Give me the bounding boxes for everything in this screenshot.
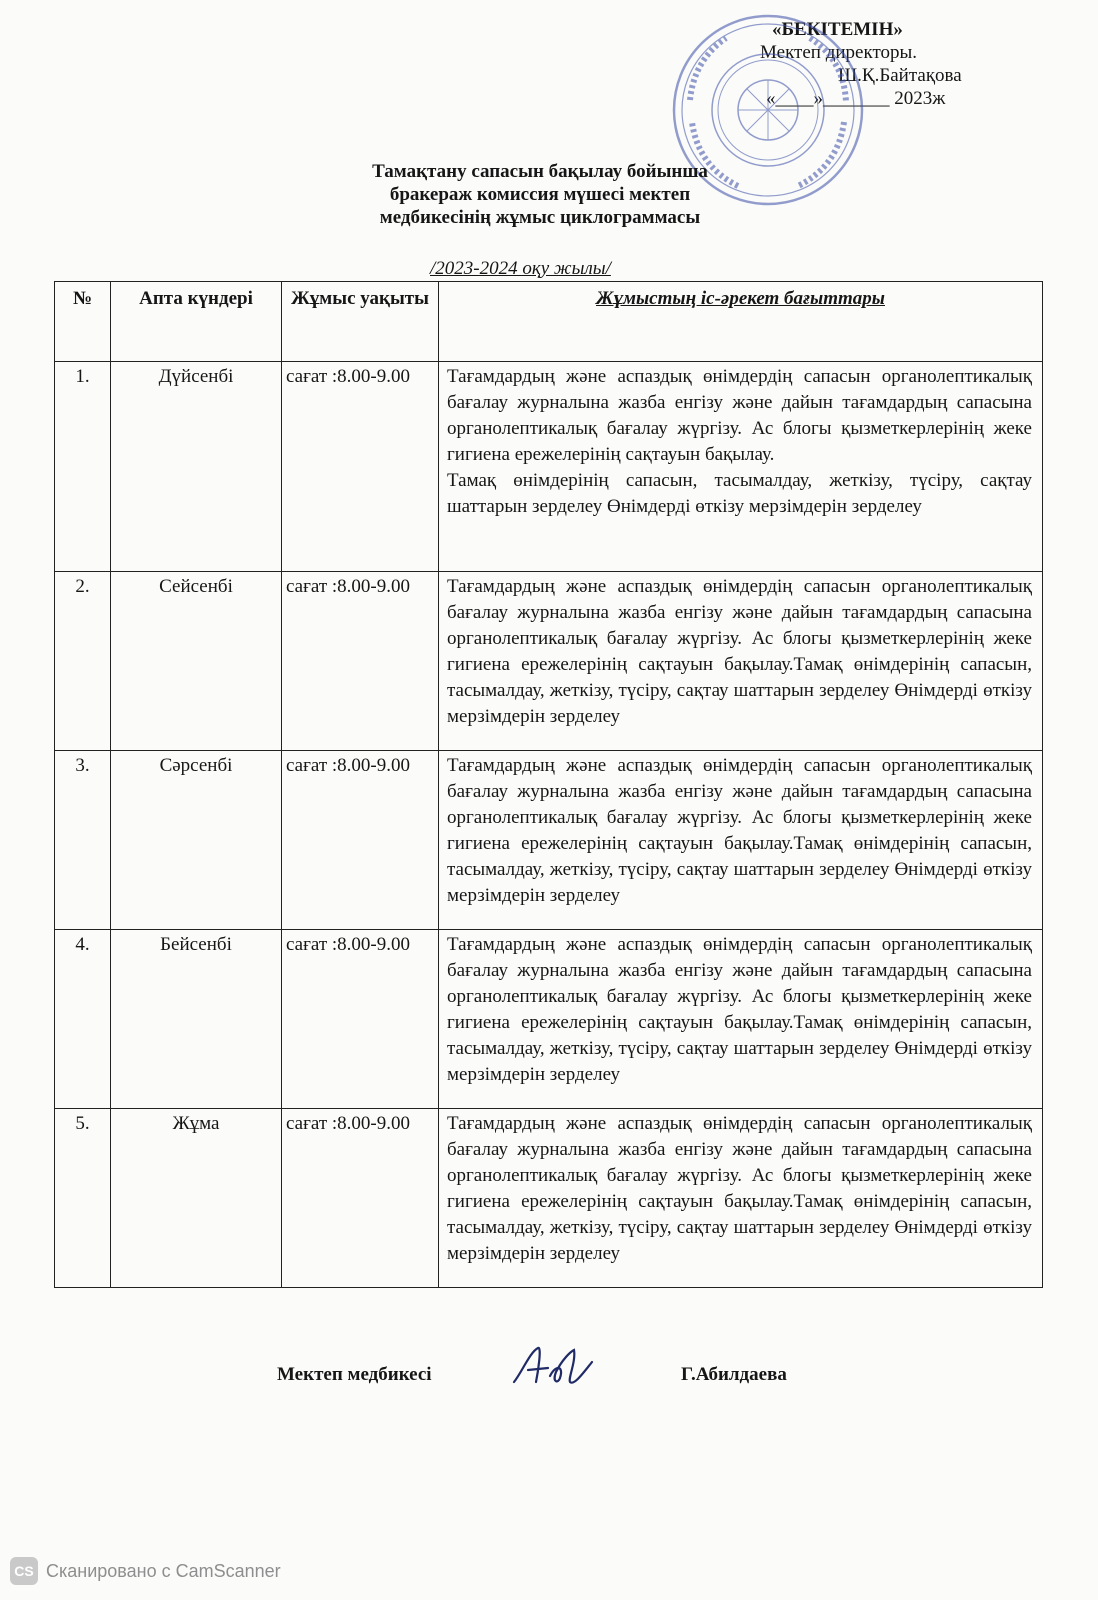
handwritten-signature	[508, 1342, 598, 1392]
title-line-2: бракераж комиссия мүшесі мектеп	[389, 184, 691, 205]
row-activity: Тағамдардың және аспаздық өнімдердің сапасын органолептикалық бағалау журналына жазба енгізу және дайын тағамдардың сапасына органолептикалық бағалау жүргізу. Ас блогы қызметкерлерінің жеке гигиена ережелерінің сақтауын бақылау.Тамақ өнімдерінің сапасын, тасымалдау, жеткізу, түсіру, сақтау шаттарын зерделеу Өнімдерді өткізу мерзімдерін зерделеу	[439, 1109, 1043, 1288]
table-header-row	[55, 282, 1043, 362]
camscanner-watermark	[10, 1555, 281, 1587]
row-weekday: Бейсенбі	[111, 930, 282, 1109]
row-time: сағат :8.00-9.00	[282, 362, 439, 572]
approval-title: «БЕКІТЕМІН»	[772, 19, 903, 40]
title-line-3: медбикесінің жұмыс циклограммасы	[379, 207, 701, 228]
row-weekday: Сәрсенбі	[111, 751, 282, 930]
row-number: 4.	[55, 930, 111, 1109]
camscanner-logo-icon: CS	[10, 1557, 38, 1585]
row-weekday: Сейсенбі	[111, 572, 282, 751]
title-line-1: Тамақтану сапасын бақылау бойынша	[372, 161, 708, 182]
row-number: 1.	[55, 362, 111, 572]
header-work-time: Жұмыс уақыты	[282, 282, 439, 362]
table-row	[55, 930, 1043, 1109]
table-row	[55, 362, 1043, 572]
row-number: 5.	[55, 1109, 111, 1288]
row-activity: Тағамдардың және аспаздық өнімдердің сапасын органолептикалық бағалау журналына жазба енгізу және дайын тағамдардың сапасына органолептикалық бағалау жүргізу. Ас блогы қызметкерлерінің жеке гигиена ережелерінің сақтауын бақылау.Тамақ өнімдерінің сапасын, тасымалдау, жеткізу, түсіру, сақтау шаттарын зерделеу Өнімдерді өткізу мерзімдерін зерделеу	[439, 572, 1043, 751]
row-number: 3.	[55, 751, 111, 930]
row-time: сағат :8.00-9.00	[282, 751, 439, 930]
approval-position: Мектеп директоры.	[760, 42, 918, 63]
table-row	[55, 751, 1043, 930]
table-row	[55, 1109, 1043, 1288]
header-activity: Жұмыстың іс-әрекет бағыттары	[439, 282, 1043, 362]
approval-date: «____»_______ 2023ж	[766, 88, 946, 109]
table-row	[55, 572, 1043, 751]
header-number: №	[55, 282, 111, 362]
row-activity: Тағамдардың және аспаздық өнімдердің сапасын органолептикалық бағалау журналына жазба енгізу және дайын тағамдардың сапасына органолептикалық бағалау жүргізу. Ас блогы қызметкерлерінің жеке гигиена ережелерінің сақтауын бақылау.Тамақ өнімдерінің сапасын, тасымалдау, жеткізу, түсіру, сақтау шаттарын зерделеу Өнімдерді өткізу мерзімдерін зерделеу	[439, 930, 1043, 1109]
school-year: /2023-2024 оқу жылы/	[430, 258, 611, 279]
row-activity-part-2: Тамақ өнімдерінің сапасын, тасымалдау, жеткізу, түсіру, сақтау шаттарын зерделеу Өнімдерді өткізу мерзімдерін зерделеу	[447, 470, 1032, 517]
cyclogram-table	[54, 281, 1043, 1288]
row-time: сағат :8.00-9.00	[282, 930, 439, 1109]
approval-block	[760, 18, 1020, 110]
header-weekday: Апта күндері	[111, 282, 282, 362]
row-weekday: Дүйсенбі	[111, 362, 282, 572]
signature-role: Мектеп медбикесі	[277, 1364, 432, 1385]
row-activity-part-1: Тағамдардың және аспаздық өнімдердің сапасын органолептикалық бағалау журналына жазба енгізу және дайын тағамдардың сапасына органолептикалық бағалау жүргізу. Ас блогы қызметкерлерінің жеке гигиена ережелерінің сақтауын бақылау.	[447, 366, 1032, 465]
row-number: 2.	[55, 572, 111, 751]
row-activity	[439, 362, 1043, 572]
row-time: сағат :8.00-9.00	[282, 572, 439, 751]
document-title	[300, 160, 780, 229]
signature-name: Г.Абилдаева	[681, 1364, 787, 1385]
approval-director-name: Ш.Қ.Байтақова	[838, 65, 962, 86]
row-time: сағат :8.00-9.00	[282, 1109, 439, 1288]
row-weekday: Жұма	[111, 1109, 282, 1288]
row-activity: Тағамдардың және аспаздық өнімдердің сапасын органолептикалық бағалау журналына жазба енгізу және дайын тағамдардың сапасына органолептикалық бағалау жүргізу. Ас блогы қызметкерлерінің жеке гигиена ережелерінің сақтауын бақылау.Тамақ өнімдерінің сапасын, тасымалдау, жеткізу, түсіру, сақтау шаттарын зерделеу Өнімдерді өткізу мерзімдерін зерделеу	[439, 751, 1043, 930]
camscanner-text: Сканировано с CamScanner	[46, 1560, 281, 1581]
